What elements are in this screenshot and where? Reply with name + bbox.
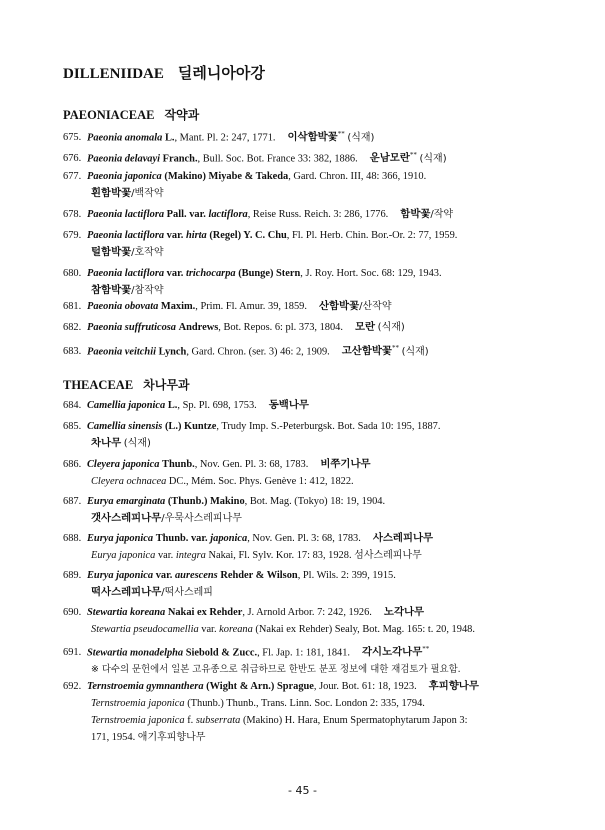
subclass-latin: DILLENIIDAE [63, 66, 164, 82]
rank: f. [184, 715, 196, 726]
status: (식재) [419, 153, 447, 165]
korean-name: 떡사스레피나무 [91, 586, 162, 598]
synonym: Stewartia pseudocamellia [91, 624, 199, 635]
author: Pall. [166, 209, 187, 220]
entry-number: 675. [63, 132, 82, 144]
korean-name: 고산함박꽃 [341, 345, 392, 358]
species-entry [63, 126, 543, 146]
scientific-name: Paeonia lactiflora [87, 209, 165, 220]
synonym-reference: Nakai, Fl. Sylv. Kor. 17: 83, 1928. [205, 550, 352, 561]
family-heading [63, 106, 199, 123]
entry-number: 679. [63, 230, 82, 241]
reference: , Prim. Fl. Amur. 39, 1859. [195, 301, 307, 312]
korean-name: 산함박꽃 [318, 300, 360, 312]
korean-name: 참함박꽃 [91, 284, 132, 296]
infraspecific-name: hirta [185, 230, 207, 241]
author: Thunb. [155, 533, 189, 544]
species-entry [63, 678, 543, 746]
alternate-name: /참작약 [131, 285, 164, 296]
species-entry [63, 641, 543, 678]
species-entry [63, 397, 543, 414]
reference: , Bot. Mag. (Tokyo) 18: 19, 1904. [244, 496, 386, 507]
alternate-name: /호작약 [131, 247, 164, 258]
infraspecific-name: aurescens [174, 570, 218, 581]
page-title [63, 62, 265, 83]
reference: , Trudy Imp. S.-Peterburgsk. Bot. Sada 10: 195, 1887. [216, 421, 441, 432]
author: L. [167, 400, 178, 411]
scientific-name: Eurya japonica [87, 533, 154, 544]
korean-name: 차나무 [91, 437, 122, 449]
synonym-epithet: integra [175, 550, 206, 561]
korean-name: 비쭈기나무 [320, 458, 371, 470]
family-latin: PAEONIACEAE [63, 108, 155, 122]
species-entry [63, 530, 543, 564]
entry-number: 677. [63, 171, 82, 182]
status: (식재) [401, 346, 429, 358]
korean-name: 사스레피나무 [372, 532, 434, 544]
entry-number: 691. [63, 647, 82, 659]
species-entry [63, 227, 543, 261]
entry-number: 688. [63, 533, 82, 544]
species-entry [63, 319, 543, 336]
reference: , Gard. Chron. III, 48: 366, 1910. [288, 171, 427, 182]
author: (L.) Kuntze [164, 421, 217, 432]
species-entry [63, 147, 543, 167]
author: (Makino) Miyabe & Takeda [164, 171, 289, 182]
entry-number: 687. [63, 496, 82, 507]
scientific-name: Paeonia lactiflora [87, 230, 165, 241]
marker: ** [337, 130, 345, 138]
rank: var. [166, 268, 184, 279]
entry-number: 681. [63, 301, 82, 312]
reference: , Reise Russ. Reich. 3: 286, 1776. [247, 209, 389, 220]
reference: , Fl. Jap. 1: 181, 1841. [257, 647, 351, 659]
species-entry [63, 604, 543, 638]
species-entry [63, 265, 543, 299]
author: Franch. [162, 153, 198, 165]
author: (Regel) Y. C. Chu [209, 230, 287, 241]
scientific-name: Camellia sinensis [87, 421, 163, 432]
rank: var. [155, 570, 173, 581]
marker: ** [409, 151, 417, 159]
author: (Wight & Arn.) Sprague [206, 681, 314, 692]
reference: , Bot. Repos. 6: pl. 373, 1804. [218, 322, 343, 333]
entry-number: 682. [63, 322, 82, 333]
entry-number: 676. [63, 153, 82, 165]
korean-name: 노각나무 [383, 606, 425, 618]
korean-name: 갯사스레피나무 [91, 512, 162, 524]
korean-name: 후피향나무 [428, 680, 479, 692]
synonym-korean-name: 애기후피향나무 [137, 732, 206, 743]
reference: , Mant. Pl. 2: 247, 1771. [174, 132, 276, 144]
page-number: - 45 - [288, 784, 317, 797]
reference: , Gard. Chron. (ser. 3) 46: 2, 1909. [186, 346, 330, 358]
synonym: Ternstroemia japonica [91, 715, 185, 726]
family-heading [63, 376, 190, 393]
scientific-name: Camellia japonica [87, 400, 166, 411]
entry-number: 685. [63, 421, 82, 432]
synonym: Cleyera ochnacea [91, 476, 167, 487]
reference: , Sp. Pl. 698, 1753. [177, 400, 257, 411]
status: (식재) [377, 322, 405, 333]
alternate-name: /작약 [430, 209, 454, 220]
korean-name: 운남모란 [369, 152, 410, 165]
korean-name: 털함박꽃 [91, 246, 132, 258]
synonym-reference: 171, 1954. [91, 732, 136, 743]
marker: ** [391, 344, 399, 352]
author: Lynch [158, 346, 187, 358]
scientific-name: Eurya japonica [87, 570, 154, 581]
rank: var. [189, 209, 206, 220]
alternate-name: /산작약 [359, 301, 392, 312]
synonym-reference: DC., Mém. Soc. Phys. Genève 1: 412, 1822. [166, 476, 354, 487]
status: (식재) [123, 438, 151, 449]
infraspecific-name: trichocarpa [185, 268, 236, 279]
scientific-name: Stewartia monadelpha [87, 647, 184, 659]
synonym-korean-name: 섬사스레피나무 [354, 550, 422, 561]
entry-number: 684. [63, 400, 82, 411]
scientific-name: Stewartia koreana [87, 607, 166, 618]
scientific-name: Paeonia lactiflora [87, 268, 165, 279]
entry-number: 680. [63, 268, 82, 279]
reference: , J. Roy. Hort. Soc. 68: 129, 1943. [300, 268, 442, 279]
scientific-name: Eurya emarginata [87, 496, 166, 507]
rank: var. [190, 533, 208, 544]
subclass-korean: 딜레니아아강 [177, 64, 265, 82]
infraspecific-name: lactiflora [208, 209, 248, 220]
rank: var. [155, 550, 176, 561]
korean-name: 모란 [354, 321, 376, 333]
species-entry [63, 206, 543, 223]
korean-name: 이삭함박꽃 [287, 131, 338, 144]
entry-number: 686. [63, 459, 82, 470]
synonym-reference: (Makino) H. Hara, Enum Spermatophytarum Japon 3: [240, 715, 468, 726]
author: Nakai ex Rehder [167, 607, 243, 618]
reference: , Nov. Gen. Pl. 3: 68, 1783. [194, 459, 309, 470]
author: Thunb. [162, 459, 195, 470]
reference: , J. Arnold Arbor. 7: 242, 1926. [242, 607, 372, 618]
rank: var. [198, 624, 220, 635]
synonym-epithet: subserrata [195, 715, 241, 726]
family-latin: THEACEAE [63, 378, 134, 392]
alternate-name: /백작약 [131, 188, 164, 199]
reference: , Fl. Pl. Herb. Chin. Bor.-Or. 2: 77, 1959. [286, 230, 458, 241]
entry-number: 689. [63, 570, 82, 581]
family-korean: 작약과 [164, 108, 200, 122]
alternate-name: /우묵사스레피나무 [161, 513, 242, 524]
korean-name: 각시노각나무 [362, 646, 423, 659]
author: L. [164, 132, 175, 144]
note: ※ 다수의 문헌에서 일본 고유종으로 취급하므로 한반도 분포 정보에 대한 재검토가 필요함. [91, 664, 461, 676]
entry-number: 692. [63, 681, 82, 692]
synonym: Ternstroemia japonica [91, 698, 185, 709]
author: Maxim. [160, 301, 196, 312]
author: (Thunb.) Makino [167, 496, 245, 507]
synonym-reference: (Nakai ex Rehder) Sealy, Bot. Mag. 165: t. 20, 1948. [252, 624, 475, 635]
synonym: Eurya japonica [91, 550, 156, 561]
rank: var. [166, 230, 184, 241]
species-entry [63, 456, 543, 490]
species-entry [63, 418, 543, 452]
species-entry [63, 340, 543, 360]
author: Andrews [178, 322, 219, 333]
author: Rehder & Wilson [220, 570, 298, 581]
family-korean: 차나무과 [143, 378, 190, 392]
synonym-epithet: koreana [219, 624, 253, 635]
reference: , Nov. Gen. Pl. 3: 68, 1783. [247, 533, 361, 544]
species-entry [63, 493, 543, 527]
entry-number: 678. [63, 209, 82, 220]
korean-name: 동백나무 [268, 399, 309, 411]
scientific-name: Paeonia veitchii [87, 346, 156, 358]
scientific-name: Cleyera japonica [87, 459, 160, 470]
reference: , Bull. Soc. Bot. France 33: 382, 1886. [197, 153, 358, 165]
scientific-name: Ternstroemia gymnanthera [87, 681, 204, 692]
infraspecific-name: japonica [210, 533, 248, 544]
author: (Bunge) Stern [238, 268, 301, 279]
species-entry [63, 298, 543, 315]
scientific-name: Paeonia suffruticosa [87, 322, 177, 333]
korean-name: 흰함박꽃 [91, 187, 132, 199]
entry-number: 683. [63, 346, 82, 358]
species-entry [63, 168, 543, 202]
status: (식재) [347, 132, 375, 144]
marker: ** [422, 645, 430, 653]
scientific-name: Paeonia japonica [87, 171, 162, 182]
entry-number: 690. [63, 607, 82, 618]
reference: , Jour. Bot. 61: 18, 1923. [313, 681, 417, 692]
korean-name: 함박꽃 [400, 208, 431, 220]
reference: , Pl. Wils. 2: 399, 1915. [297, 570, 396, 581]
scientific-name: Paeonia delavayi [87, 153, 161, 165]
species-entry [63, 567, 543, 601]
author: Siebold & Zucc. [185, 647, 258, 659]
scientific-name: Paeonia obovata [87, 301, 159, 312]
alternate-name: /떡사스레피 [161, 587, 213, 598]
scientific-name: Paeonia anomala [87, 132, 163, 144]
synonym-reference: (Thunb.) Thunb., Trans. Linn. Soc. London 2: 335, 1794. [184, 698, 425, 709]
